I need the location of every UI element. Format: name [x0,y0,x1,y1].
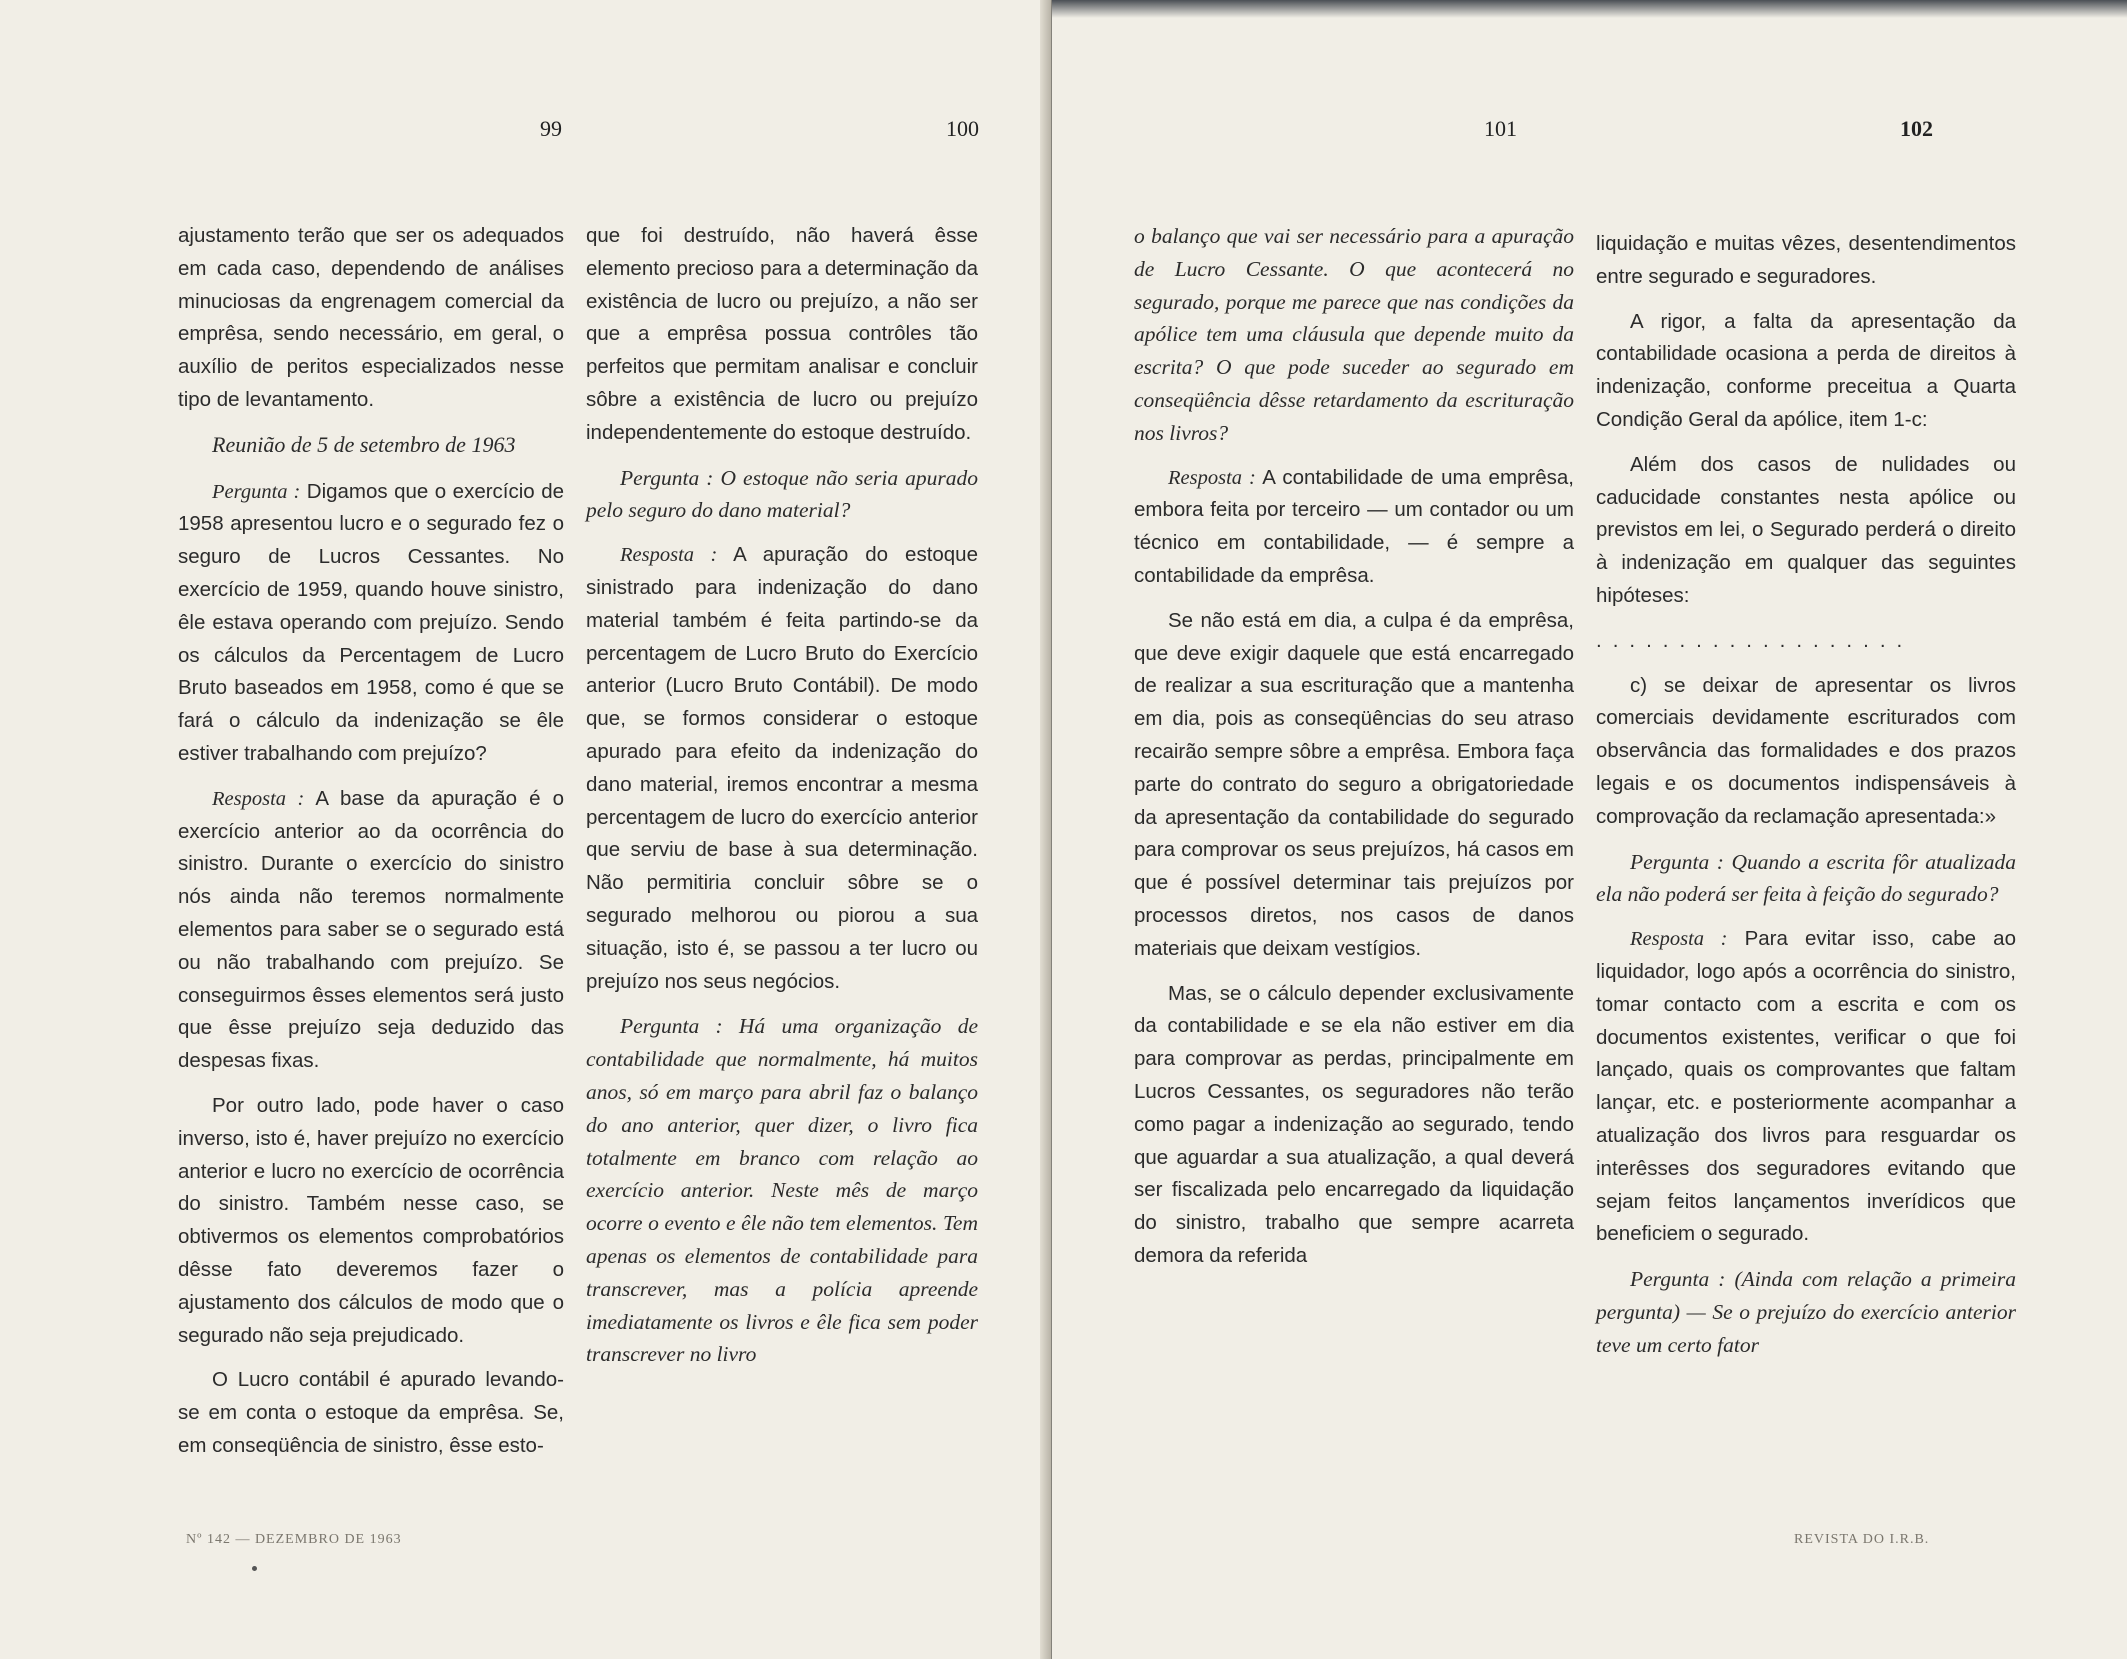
page-number-100: 100 [946,116,979,141]
col1-paragraph-5: O Lucro contábil é apurado levando-se em conta o estoque da emprêsa. Se, em conseqüência de sinistro, êsse esto- [178,1368,564,1457]
ink-speck [252,1566,257,1571]
col3-answer: Resposta : A contabilidade de uma emprêsa, embora feita por terceiro — um contador ou um técnico em contabilidade, — é sempre a contabilidade da emprêsa. [1134,465,1574,587]
page-number-99: 99 [540,116,562,141]
column-2 [586,220,978,1383]
footer-journal: REVISTA DO I.R.B. [1794,1532,1930,1547]
answer-label: Resposta : [620,544,718,567]
col4-paragraph-1: liquidação e muitas vêzes, desentendimentos entre segurado e seguradores. [1596,232,2016,288]
col4-paragraph-2: A rigor, a falta da apresentação da contabilidade ocasiona a perda de direitos à indenização, conforme preceitua a Quarta Condição Geral da apólice, item 1-c: [1596,309,2016,431]
col4-question-2: Pergunta : (Ainda com relação a primeira pergunta) — Se o prejuízo do exercício anterior teve um certo fator [1596,1267,2016,1357]
meeting-heading: Reunião de 5 de setembro de 1963 [212,431,516,457]
column-4 [1596,228,2016,1374]
col2-paragraph-1: que foi destruído, não haverá êsse elemento precioso para a determinação da existência de lucro ou prejuízo, a não ser que a emprêsa possua contrôles tão perfeitos que permitam analisar e concluir sôbre a existência de lucro ou prejuízo independentemente do estoque destruído. [586,224,978,444]
left-page [0,0,1052,1659]
col4-clause-c: c) se deixar de apresentar os livros comerciais devidamente escriturados com observância das formalidades e dos prazos legais e os documentos indispensáveis à comprovação da reclamação apresentada:» [1596,673,2016,828]
col4-answer: Resposta : Para evitar isso, cabe ao liquidador, logo após a ocorrência do sinistro, tomar contacto com a escrita e com os documentos existentes, verificar o que foi lançado, quais os comprovantes que faltam lançar, etc. e posteriormente acompanhar a atualização dos livros para resguardar os interêsses dos seguradores evitando que sejam feitos lançamentos inverídicos que beneficiem o segurado. [1596,927,2016,1246]
col3-paragraph-1: o balanço que vai ser necessário para a apuração de Lucro Cessante. O que acontecerá no segurado, porque me parece que nas condições da apólice tem uma cláusula que depende muito da escrita? O que pode suceder ao segurado em conseqüência dêsse retardamento da escrituração nos livros? [1134,224,1574,445]
col4-question: Pergunta : Quando a escrita fôr atualizada ela não poderá ser feita à feição do segurado? [1596,849,2016,907]
col2-answer: Resposta : A apuração do estoque sinistrado para indenização do dano material também é feita partindo-se da percentagem de Lucro Bruto do Exercício anterior (Lucro Bruto Contábil). De modo que, se formos considerar o estoque apurado para efeito da indenização do dano material, iremos encontrar a mesma percentagem de lucro do exercício anterior que serviu de base à sua determinação. Não permitiria concluir sôbre se o segurado melhorou ou piorou a sua situação, isto é, se passou a ter lucro ou prejuízo nos seus negócios. [586,543,978,993]
column-1 [178,220,564,1475]
col2-question-2: Pergunta : Há uma organização de contabilidade que normalmente, há muitos anos, só em março para abril faz o balanço do ano anterior, quer dizer, o livro fica totalmente em branco com relação ao exercício anterior. Neste mês de março ocorre o evento e êle não tem elementos. Tem apenas os elementos de contabilidade para transcrever, mas a polícia apreende imediatamente os livros e êle fica sem poder transcrever no livro [586,1014,978,1367]
col1-paragraph-4: Por outro lado, pode haver o caso inverso, isto é, haver prejuízo no exercício anterior e lucro no exercício de ocorrência do sinistro. Também nesse caso, se obtivermos os elementos comprobatórios dêsse fato deveremos fazer o ajustamento dos cálculos de modo que o segurado não seja prejudicado. [178,1093,564,1347]
question-label: Pergunta : [212,480,301,503]
answer-label: Resposta : [212,787,305,810]
col3-paragraph-4: Mas, se o cálculo depender exclusivamente da contabilidade e se ela não estiver em dia para comprovar as perdas, principalmente em Lucros Cessantes, os seguradores não terão como pagar a indenização ao segurado, tendo que aguardar a sua atualização, a qual deverá ser fiscalizada pelo encarregado da liquidação do sinistro, trabalho que sempre acarreta demora da referida [1134,981,1574,1267]
col3-paragraph-3: Se não está em dia, a culpa é da emprêsa, que deve exigir daquele que está encarregado de realizar a sua escrituração que a mantenha em dia, pois as conseqüências do seu atraso recairão sempre sôbre a emprêsa. Embora faça parte do contrato do seguro a obrigatoriedade da apresentação da contabilidade do segurado para comprovar os seus prejuízos, há casos em que é possível determinar tais prejuízos por processos diretos, nos casos de danos materiais que deixam vestígios. [1134,608,1574,960]
col4-ellipsis: ................... [1596,628,1914,652]
answer-label: Resposta : [1168,466,1256,489]
top-edge-shadow [1052,0,2127,18]
page-number-102: 102 [1900,116,1933,141]
col4-quote: Além dos casos de nulidades ou caducidade constantes nesta apólice ou previstos em lei, o Segurado perderá o direito à indenização em qualquer das seguintes hipóteses: [1596,452,2016,607]
col1-answer: Resposta : A base da apuração é o exercício anterior ao da ocorrência do sinistro. Durante o exercício do sinistro nós ainda não teremos normalmente elementos para saber se o segurado está ou não trabalhando com prejuízo. Se conseguirmos êsses elementos será justo que êsse prejuízo seja deduzido das despesas fixas. [178,786,564,1073]
col2-question: Pergunta : O estoque não seria apurado pelo seguro do dano material? [586,465,978,523]
col1-question: Pergunta : Digamos que o exercício de 1958 apresentou lucro e o segurado fez o seguro de Lucros Cessantes. No exercício de 1959, quando houve sinistro, êle estava operando com prejuízo. Sendo os cálculos da Percentagem de Lucro Bruto baseados em 1958, como é que se fará o cálculo da indenização se êle estiver trabalhando com prejuízo? [178,479,564,765]
footer-issue: Nº 142 — DEZEMBRO DE 1963 [186,1532,402,1547]
answer-label: Resposta : [1630,928,1728,951]
right-page [1052,0,2127,1659]
page-number-101: 101 [1484,116,1517,141]
column-3 [1134,220,1574,1285]
col1-paragraph-1: ajustamento terão que ser os adequados em cada caso, dependendo de análises minuciosas da engrenagem comercial da emprêsa, sendo necessário, em geral, o auxílio de peritos especializados nesse tipo de levantamento. [178,224,564,411]
